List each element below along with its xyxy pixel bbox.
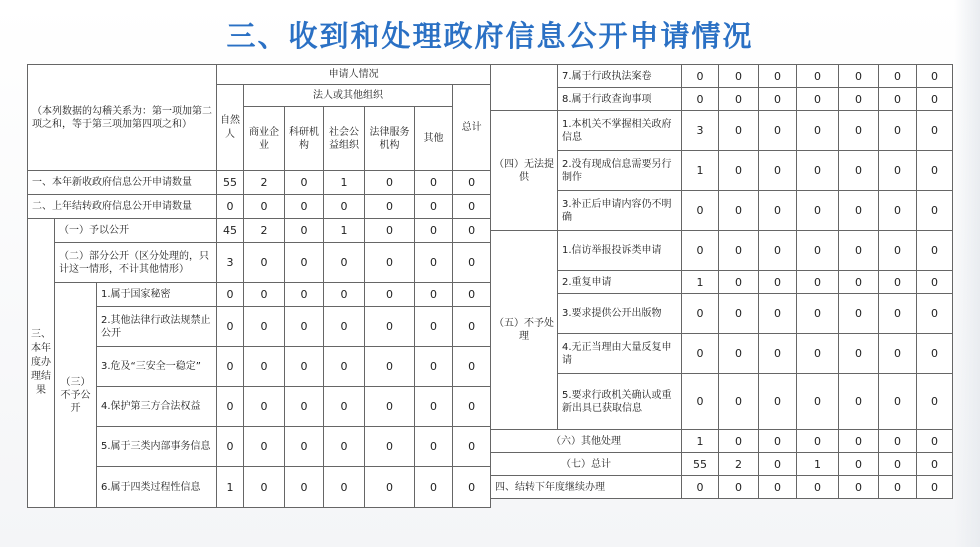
value-cell: 0 bbox=[797, 294, 839, 334]
value-cell: 0 bbox=[365, 195, 415, 219]
value-cell: 0 bbox=[719, 65, 759, 88]
value-cell: 0 bbox=[682, 65, 719, 88]
value-cell: 0 bbox=[244, 195, 285, 219]
value-cell: 0 bbox=[759, 65, 797, 88]
value-cell: 0 bbox=[759, 151, 797, 191]
row-label: 3.危及“三安全一稳定” bbox=[97, 347, 217, 387]
value-cell: 0 bbox=[682, 294, 719, 334]
table-row bbox=[28, 195, 491, 219]
value-cell: 0 bbox=[415, 307, 453, 347]
value-cell: 1 bbox=[217, 467, 244, 508]
right-statistics-table bbox=[490, 64, 953, 499]
value-cell: 0 bbox=[759, 430, 797, 453]
row-label: 2.重复申请 bbox=[558, 271, 682, 294]
side-decoration bbox=[954, 0, 980, 547]
value-cell: 0 bbox=[324, 307, 365, 347]
value-cell: 0 bbox=[415, 283, 453, 307]
value-cell: 0 bbox=[797, 271, 839, 294]
value-cell: 0 bbox=[719, 191, 759, 231]
table-row bbox=[28, 171, 491, 195]
section-3-label: 三、本年度办理结果 bbox=[28, 219, 55, 508]
value-cell: 0 bbox=[453, 467, 491, 508]
value-cell: 0 bbox=[415, 467, 453, 508]
value-cell: 0 bbox=[285, 219, 324, 243]
table-row bbox=[491, 334, 953, 374]
table-row bbox=[28, 243, 491, 283]
value-cell: 0 bbox=[839, 453, 879, 476]
total-header: 总计 bbox=[453, 85, 491, 171]
value-cell: 0 bbox=[917, 65, 953, 88]
value-cell: 0 bbox=[324, 387, 365, 427]
value-cell: 0 bbox=[365, 347, 415, 387]
value-cell: 0 bbox=[719, 476, 759, 499]
value-cell: 0 bbox=[917, 231, 953, 271]
row-label: 3.要求提供公开出版物 bbox=[558, 294, 682, 334]
value-cell: 0 bbox=[453, 243, 491, 283]
value-cell: 0 bbox=[797, 151, 839, 191]
value-cell: 0 bbox=[879, 334, 917, 374]
table-row bbox=[491, 374, 953, 430]
value-cell: 0 bbox=[879, 453, 917, 476]
row-label: 2.其他法律行政法规禁止公开 bbox=[97, 307, 217, 347]
row-label: 4.保护第三方合法权益 bbox=[97, 387, 217, 427]
table-row bbox=[28, 347, 491, 387]
research-header: 科研机构 bbox=[285, 107, 324, 171]
value-cell: 0 bbox=[759, 334, 797, 374]
value-cell: 0 bbox=[839, 88, 879, 111]
value-cell: 0 bbox=[285, 195, 324, 219]
value-cell: 0 bbox=[244, 427, 285, 467]
value-cell: 0 bbox=[719, 334, 759, 374]
table-row bbox=[491, 294, 953, 334]
value-cell: 0 bbox=[719, 231, 759, 271]
value-cell: 0 bbox=[879, 151, 917, 191]
value-cell: 0 bbox=[879, 111, 917, 151]
value-cell: 0 bbox=[682, 191, 719, 231]
value-cell: 0 bbox=[453, 307, 491, 347]
value-cell: 0 bbox=[217, 307, 244, 347]
value-cell: 0 bbox=[217, 283, 244, 307]
not-handle-group-label: （五）不予处理 bbox=[491, 231, 558, 430]
value-cell: 0 bbox=[839, 191, 879, 231]
value-cell: 0 bbox=[917, 191, 953, 231]
value-cell: 0 bbox=[879, 476, 917, 499]
unable-group-label: （四）无法提供 bbox=[491, 111, 558, 231]
row-label: 1.信访举报投诉类申请 bbox=[558, 231, 682, 271]
value-cell: 0 bbox=[453, 219, 491, 243]
value-cell: 0 bbox=[244, 387, 285, 427]
value-cell: 0 bbox=[797, 476, 839, 499]
value-cell: 0 bbox=[839, 476, 879, 499]
value-cell: 0 bbox=[324, 427, 365, 467]
value-cell: 0 bbox=[415, 195, 453, 219]
value-cell: 0 bbox=[682, 476, 719, 499]
row-label: 二、上年结转政府信息公开申请数量 bbox=[28, 195, 217, 219]
value-cell: 0 bbox=[244, 307, 285, 347]
value-cell: 0 bbox=[415, 387, 453, 427]
value-cell: 1 bbox=[682, 151, 719, 191]
value-cell: 1 bbox=[797, 453, 839, 476]
value-cell: 0 bbox=[365, 307, 415, 347]
row-label: 一、本年新收政府信息公开申请数量 bbox=[28, 171, 217, 195]
row-label: 8.属于行政查询事项 bbox=[558, 88, 682, 111]
value-cell: 0 bbox=[759, 111, 797, 151]
value-cell: 0 bbox=[839, 65, 879, 88]
value-cell: 0 bbox=[324, 283, 365, 307]
value-cell: 0 bbox=[365, 243, 415, 283]
row-label: （六）其他处理 bbox=[491, 430, 682, 453]
value-cell: 0 bbox=[217, 387, 244, 427]
table-row bbox=[491, 476, 953, 499]
value-cell: 0 bbox=[917, 453, 953, 476]
value-cell: 0 bbox=[285, 307, 324, 347]
row-label: 1.本机关不掌握相关政府信息 bbox=[558, 111, 682, 151]
value-cell: 0 bbox=[917, 88, 953, 111]
value-cell: 0 bbox=[719, 294, 759, 334]
table-row bbox=[28, 387, 491, 427]
value-cell: 0 bbox=[917, 476, 953, 499]
value-cell: 0 bbox=[244, 243, 285, 283]
value-cell: 0 bbox=[879, 231, 917, 271]
legal-service-header: 法律服务机构 bbox=[365, 107, 415, 171]
table-row bbox=[491, 191, 953, 231]
value-cell: 0 bbox=[879, 374, 917, 430]
value-cell: 0 bbox=[797, 88, 839, 111]
note-cell: （本列数据的勾稽关系为：第一项加第二项之和，等于第三项加第四项之和） bbox=[28, 65, 217, 171]
value-cell: 0 bbox=[719, 111, 759, 151]
value-cell: 0 bbox=[365, 219, 415, 243]
value-cell: 0 bbox=[879, 271, 917, 294]
other-header: 其他 bbox=[415, 107, 453, 171]
value-cell: 0 bbox=[839, 231, 879, 271]
value-cell: 0 bbox=[285, 387, 324, 427]
row-label: 5.属于三类内部事务信息 bbox=[97, 427, 217, 467]
value-cell: 0 bbox=[285, 283, 324, 307]
value-cell: 0 bbox=[797, 334, 839, 374]
value-cell: 0 bbox=[759, 231, 797, 271]
value-cell: 0 bbox=[879, 294, 917, 334]
value-cell: 0 bbox=[453, 387, 491, 427]
value-cell: 1 bbox=[682, 271, 719, 294]
value-cell: 0 bbox=[682, 88, 719, 111]
value-cell: 0 bbox=[285, 347, 324, 387]
value-cell: 0 bbox=[365, 387, 415, 427]
row-label: 四、结转下年度继续办理 bbox=[491, 476, 682, 499]
value-cell: 0 bbox=[415, 219, 453, 243]
value-cell: 0 bbox=[759, 374, 797, 430]
value-cell: 0 bbox=[917, 271, 953, 294]
natural-person-header: 自然人 bbox=[217, 85, 244, 171]
value-cell: 0 bbox=[453, 347, 491, 387]
table-row bbox=[491, 111, 953, 151]
value-cell: 0 bbox=[879, 191, 917, 231]
value-cell: 0 bbox=[719, 271, 759, 294]
row-label: 5.要求行政机关确认或重新出具已获取信息 bbox=[558, 374, 682, 430]
table-row bbox=[491, 231, 953, 271]
applicant-header: 申请人情况 bbox=[217, 65, 491, 85]
value-cell: 0 bbox=[759, 294, 797, 334]
value-cell: 0 bbox=[415, 243, 453, 283]
row-label: （七）总计 bbox=[491, 453, 682, 476]
value-cell: 0 bbox=[415, 427, 453, 467]
table-row bbox=[28, 467, 491, 508]
value-cell: 0 bbox=[839, 430, 879, 453]
value-cell: 0 bbox=[453, 195, 491, 219]
row-label: 3.补正后申请内容仍不明确 bbox=[558, 191, 682, 231]
not-open-group-label: （三）不予公开 bbox=[55, 283, 97, 508]
value-cell: 0 bbox=[879, 430, 917, 453]
value-cell: 3 bbox=[217, 243, 244, 283]
value-cell: 0 bbox=[719, 430, 759, 453]
commercial-header: 商业企业 bbox=[244, 107, 285, 171]
value-cell: 45 bbox=[217, 219, 244, 243]
value-cell: 0 bbox=[797, 430, 839, 453]
value-cell: 0 bbox=[682, 374, 719, 430]
value-cell: 0 bbox=[839, 334, 879, 374]
group-continuation-cell bbox=[491, 65, 558, 111]
value-cell: 0 bbox=[453, 427, 491, 467]
value-cell: 0 bbox=[365, 427, 415, 467]
value-cell: 0 bbox=[324, 347, 365, 387]
value-cell: 0 bbox=[839, 374, 879, 430]
value-cell: 0 bbox=[682, 334, 719, 374]
value-cell: 0 bbox=[324, 195, 365, 219]
value-cell: 0 bbox=[797, 374, 839, 430]
table-row bbox=[28, 283, 491, 307]
value-cell: 0 bbox=[879, 65, 917, 88]
value-cell: 0 bbox=[759, 88, 797, 111]
row-label: 6.属于四类过程性信息 bbox=[97, 467, 217, 508]
value-cell: 0 bbox=[759, 476, 797, 499]
value-cell: 2 bbox=[719, 453, 759, 476]
value-cell: 0 bbox=[839, 151, 879, 191]
value-cell: 0 bbox=[797, 65, 839, 88]
value-cell: 0 bbox=[244, 467, 285, 508]
value-cell: 0 bbox=[415, 347, 453, 387]
value-cell: 0 bbox=[759, 191, 797, 231]
value-cell: 0 bbox=[839, 294, 879, 334]
value-cell: 1 bbox=[324, 171, 365, 195]
value-cell: 0 bbox=[324, 467, 365, 508]
value-cell: 0 bbox=[217, 427, 244, 467]
value-cell: 0 bbox=[917, 151, 953, 191]
table-row bbox=[28, 307, 491, 347]
value-cell: 0 bbox=[217, 347, 244, 387]
value-cell: 0 bbox=[917, 294, 953, 334]
value-cell: 1 bbox=[682, 430, 719, 453]
table-row bbox=[491, 430, 953, 453]
value-cell: 0 bbox=[759, 453, 797, 476]
table-row bbox=[491, 88, 953, 111]
value-cell: 1 bbox=[324, 219, 365, 243]
value-cell: 0 bbox=[365, 467, 415, 508]
value-cell: 0 bbox=[719, 374, 759, 430]
table-row bbox=[28, 219, 491, 243]
value-cell: 0 bbox=[797, 111, 839, 151]
page-title: 三、收到和处理政府信息公开申请情况 bbox=[226, 19, 754, 53]
table-row bbox=[491, 65, 953, 88]
social-header: 社会公益组织 bbox=[324, 107, 365, 171]
value-cell: 0 bbox=[917, 111, 953, 151]
value-cell: 0 bbox=[285, 243, 324, 283]
value-cell: 0 bbox=[244, 283, 285, 307]
value-cell: 0 bbox=[839, 271, 879, 294]
table-row bbox=[491, 151, 953, 191]
value-cell: 0 bbox=[365, 283, 415, 307]
left-statistics-table bbox=[27, 64, 491, 508]
row-label: 4.无正当理由大量反复申请 bbox=[558, 334, 682, 374]
value-cell: 0 bbox=[453, 283, 491, 307]
value-cell: 0 bbox=[682, 231, 719, 271]
value-cell: 3 bbox=[682, 111, 719, 151]
value-cell: 0 bbox=[415, 171, 453, 195]
value-cell: 0 bbox=[759, 271, 797, 294]
value-cell: 0 bbox=[839, 111, 879, 151]
table-row bbox=[491, 453, 953, 476]
row-label: 2.没有现成信息需要另行制作 bbox=[558, 151, 682, 191]
value-cell: 0 bbox=[285, 171, 324, 195]
value-cell: 2 bbox=[244, 171, 285, 195]
value-cell: 0 bbox=[365, 171, 415, 195]
value-cell: 0 bbox=[917, 374, 953, 430]
table-row bbox=[491, 271, 953, 294]
value-cell: 0 bbox=[917, 334, 953, 374]
value-cell: 55 bbox=[217, 171, 244, 195]
value-cell: 0 bbox=[797, 191, 839, 231]
legal-group-header: 法人或其他组织 bbox=[244, 85, 453, 107]
value-cell: 0 bbox=[324, 243, 365, 283]
value-cell: 2 bbox=[244, 219, 285, 243]
value-cell: 0 bbox=[217, 195, 244, 219]
value-cell: 0 bbox=[797, 231, 839, 271]
value-cell: 0 bbox=[719, 88, 759, 111]
value-cell: 0 bbox=[285, 427, 324, 467]
row-label: 7.属于行政执法案卷 bbox=[558, 65, 682, 88]
row-label: （一）予以公开 bbox=[55, 219, 217, 243]
row-label: （二）部分公开（区分处理的，只计这一情形，不计其他情形） bbox=[55, 243, 217, 283]
value-cell: 55 bbox=[682, 453, 719, 476]
value-cell: 0 bbox=[879, 88, 917, 111]
value-cell: 0 bbox=[917, 430, 953, 453]
value-cell: 0 bbox=[244, 347, 285, 387]
value-cell: 0 bbox=[453, 171, 491, 195]
value-cell: 0 bbox=[285, 467, 324, 508]
table-row bbox=[28, 427, 491, 467]
row-label: 1.属于国家秘密 bbox=[97, 283, 217, 307]
value-cell: 0 bbox=[719, 151, 759, 191]
